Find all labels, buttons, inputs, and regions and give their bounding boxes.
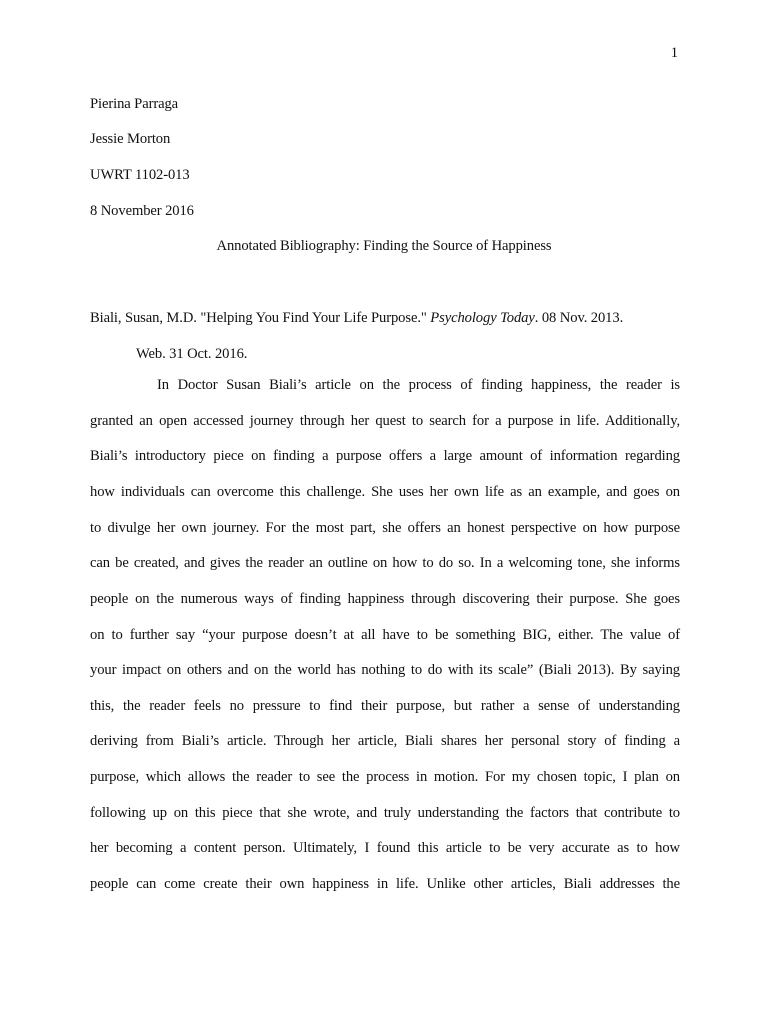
instructor-name: Jessie Morton xyxy=(90,131,171,147)
citation-publication: Psychology Today xyxy=(430,310,535,326)
paragraph-line: deriving from Biali’s article. Through her article, Biali shares her personal story of finding a xyxy=(90,733,680,750)
submission-date: 8 November 2016 xyxy=(90,203,194,219)
student-name: Pierina Parraga xyxy=(90,96,179,112)
document-title: Annotated Bibliography: Finding the Source of Happiness xyxy=(216,238,552,254)
paragraph-line: her becoming a content person. Ultimately, I found this article to be very accurate as to how xyxy=(90,840,680,857)
citation-pub-date: . 08 Nov. 2013. xyxy=(534,310,624,326)
page-number: 1 xyxy=(670,45,678,61)
paragraph-line: people on the numerous ways of finding happiness through discovering their purpose. She goes xyxy=(90,590,680,607)
citation-article-title: "Helping You Find Your Life Purpose." xyxy=(200,310,431,326)
citation-author: Biali, Susan, M.D. xyxy=(90,310,201,326)
citation-access-date: Web. 31 Oct. 2016. xyxy=(136,346,248,362)
paragraph-line: granted an open accessed journey through her quest to search for a purpose in life. Additionally, xyxy=(90,412,680,429)
paragraph-line: how individuals can overcome this challenge. She uses her own life as an example, and goes on xyxy=(90,483,680,500)
citation-first-line xyxy=(90,309,623,327)
paragraph-line: Biali’s introductory piece on finding a purpose offers a large amount of information regarding xyxy=(90,448,680,465)
paragraph-line: your impact on others and on the world has nothing to do with its scale” (Biali 2013). By saying xyxy=(90,662,680,679)
paragraph-line: people can come create their own happiness in life. Unlike other articles, Biali addresses the xyxy=(90,876,680,892)
paragraph-line: on to further say “your purpose doesn’t at all have to be something BIG, either. The value of xyxy=(90,626,680,643)
paragraph-line: purpose, which allows the reader to see the process in motion. For my chosen topic, I plan on xyxy=(90,769,680,786)
paragraph-line: to divulge her own journey. For the most part, she offers an honest perspective on how purpose xyxy=(90,519,680,536)
paragraph-line: following up on this piece that she wrote, and truly understanding the factors that contribute to xyxy=(90,804,680,821)
course-code: UWRT 1102-013 xyxy=(90,167,190,183)
paragraph-line: can be created, and gives the reader an outline on how to do so. In a welcoming tone, she informs xyxy=(90,555,680,572)
paragraph-line: In Doctor Susan Biali’s article on the process of finding happiness, the reader is xyxy=(157,377,680,393)
paragraph-line: this, the reader feels no pressure to find their purpose, but rather a sense of understanding xyxy=(90,697,680,714)
